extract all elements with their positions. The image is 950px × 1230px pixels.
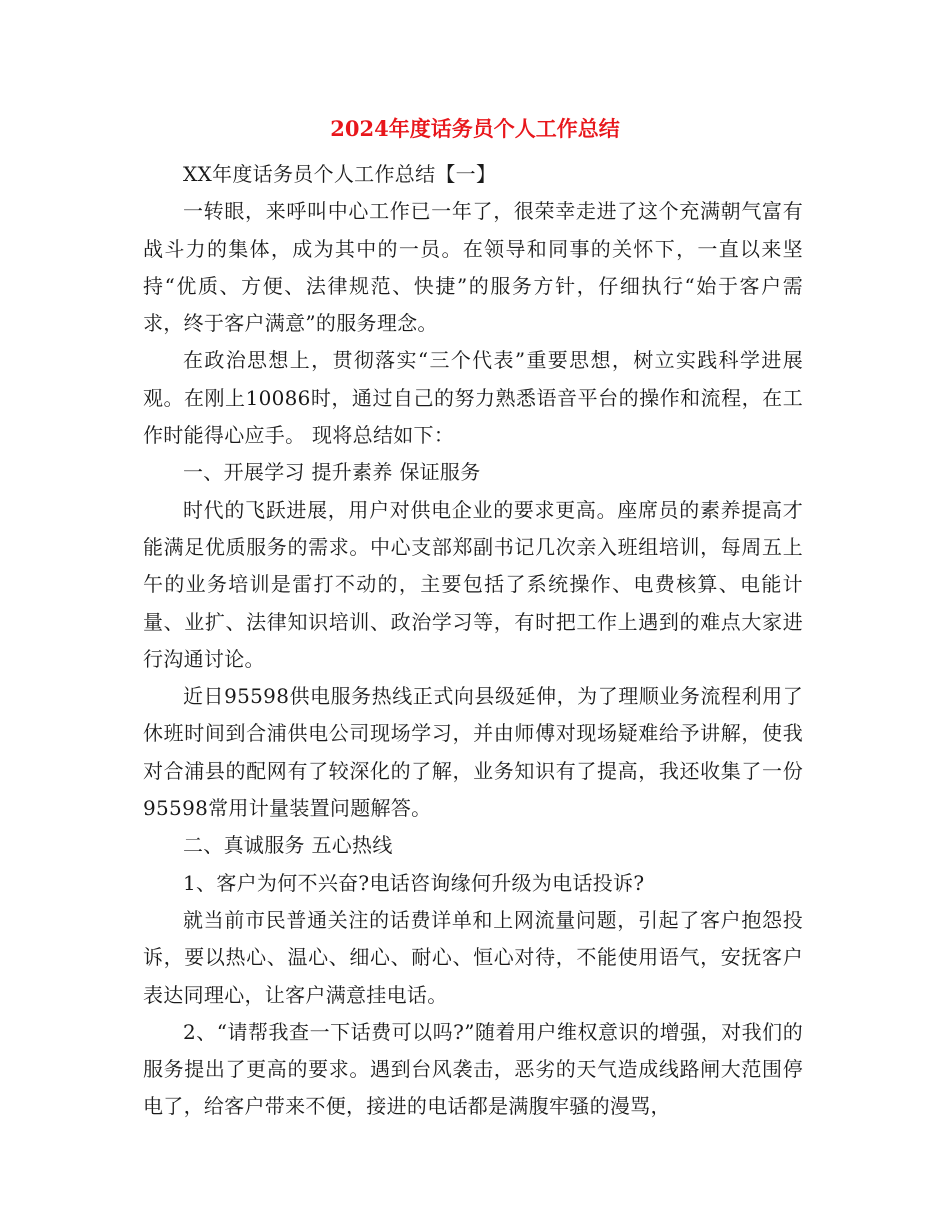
paragraph: 时代的飞跃进展，用户对供电企业的要求更高。座席员的素养提高才能满足优质服务的需求。中心支部郑副书记几次亲入班组培训，每周五上午的业务培训是雷打不动的，主要包括了系统操作、电费核算、电能计量、业扩、法律知识培训、政治学习等，有时把工作上遇到的难点大家进行沟通讨论。 — [143, 497, 803, 671]
section-heading: XX年度话务员个人工作总结【一】 — [183, 162, 497, 186]
paragraph: 在政治思想上，贯彻落实“三个代表”重要思想，树立实践科学进展观。在刚上10086时，通过自己的努力熟悉语音平台的操作和流程，在工作时能得心应手。 现将总结如下： — [143, 348, 803, 448]
paragraph: 就当前市民普通关注的话费详单和上网流量问题，引起了客户抱怨投诉，要以热心、温心、细心、耐心、恒心对待，不能使用语气，安抚客户表达同理心，让客户满意挂电话。 — [143, 907, 803, 1007]
paragraph: 2、“请帮我查一下话费可以吗?”随着用户维权意识的增强，对我们的服务提出了更高的要求。遇到台风袭击，恶劣的天气造成线路闸大范围停电了，给客户带来不便，接进的电话都是满腹牢骚的漫骂， — [143, 1019, 803, 1119]
paragraph: 一转眼，来呼叫中心工作已一年了，很荣幸走进了这个充满朝气富有战斗力的集体，成为其中的一员。在领导和同事的关怀下，一直以来坚持“优质、方便、法律规范、快捷”的服务方针，仔细执行“始于客户需求，终于客户满意”的服务理念。 — [143, 199, 803, 336]
section-heading: 一、开展学习 提升素养 保证服务 — [183, 460, 481, 485]
sub-heading: 1、客户为何不兴奋?电话咨询缘何升级为电话投诉? — [183, 870, 645, 895]
document-body — [143, 156, 803, 1126]
section-heading: 二、真诚服务 五心热线 — [183, 833, 393, 858]
document-title: 2024年度话务员个人工作总结 — [330, 116, 620, 141]
paragraph: 近日95598供电服务热线正式向县级延伸，为了理顺业务流程利用了休班时间到合浦供电公司现场学习，并由师傅对现场疑难给予讲解，使我对合浦县的配网有了较深化的了解，业务知识有了提高，我还收集了一份95598常用计量装置问题解答。 — [143, 684, 803, 821]
